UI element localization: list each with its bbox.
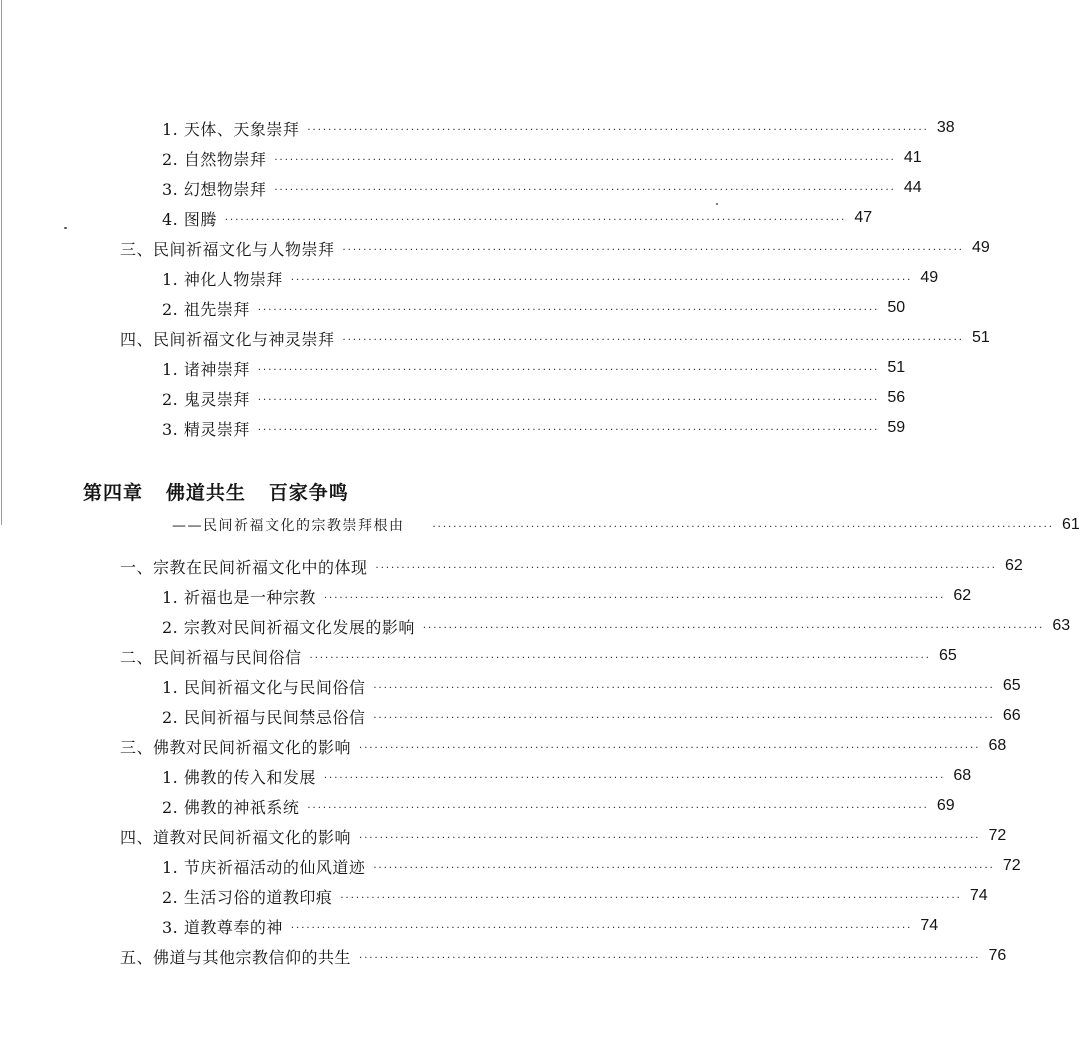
toc-section-entry[interactable] xyxy=(120,821,1007,851)
toc-entry[interactable] xyxy=(162,113,955,143)
toc-entry[interactable] xyxy=(162,203,873,233)
toc-entry-title: 2. 佛教的神祇系统 xyxy=(162,797,300,817)
toc-entry[interactable] xyxy=(162,851,1021,881)
toc-entry-title: 2. 自然物崇拜 xyxy=(162,149,267,169)
dot-leader: ························································································································ xyxy=(323,772,946,784)
toc-entry[interactable] xyxy=(162,911,939,941)
toc-entry[interactable] xyxy=(162,293,906,323)
toc-entry-page: 44 xyxy=(903,179,922,196)
dot-leader: ························································································································ xyxy=(290,274,913,286)
toc-entry-title: 3. 精灵崇拜 xyxy=(162,419,250,439)
toc-entry-title: 1. 天体、天象崇拜 xyxy=(162,119,300,139)
toc-entry-page: 63 xyxy=(1052,617,1071,634)
toc-entry-page: 76 xyxy=(988,947,1007,964)
dot-leader: ························································································································ xyxy=(257,424,880,436)
toc-entry-title: 1. 祈福也是一种宗教 xyxy=(162,587,316,607)
toc-entry[interactable] xyxy=(162,611,1071,641)
toc-entry-title: 1. 民间祈福文化与民间俗信 xyxy=(162,677,366,697)
dot-leader: ························································································································ xyxy=(257,394,880,406)
dot-leader: ························································································································ xyxy=(359,832,981,844)
toc-entry[interactable] xyxy=(162,671,1021,701)
toc-entry-page: 66 xyxy=(1002,707,1021,724)
toc-entry-page: 38 xyxy=(936,119,955,136)
toc-entry[interactable] xyxy=(162,413,906,443)
dot-leader: ························································································································ xyxy=(373,712,995,724)
dot-leader: ························································································································ xyxy=(340,892,962,904)
dot-leader: ························································································································ xyxy=(257,364,880,376)
toc-entry[interactable] xyxy=(162,383,906,413)
dot-leader: ························································································································ xyxy=(307,802,929,814)
toc-entry-title: 1. 神化人物崇拜 xyxy=(162,269,283,289)
chapter-heading: 第四章 佛道共生 百家争鸣 xyxy=(83,482,349,504)
dot-leader: ························································································································ xyxy=(257,304,880,316)
toc-entry-page: 62 xyxy=(1004,557,1023,574)
toc-entry-page: 65 xyxy=(938,647,957,664)
toc-entry[interactable] xyxy=(162,353,906,383)
toc-entry-page: 51 xyxy=(887,359,906,376)
dot-leader: ························································································································ xyxy=(373,682,995,694)
dot-leader: ························································································································ xyxy=(359,952,981,964)
toc-entry-page: 50 xyxy=(887,299,906,316)
toc-entry[interactable] xyxy=(162,791,955,821)
dot-leader: ························································································································ xyxy=(224,214,847,226)
toc-entry-title: 2. 鬼灵崇拜 xyxy=(162,389,250,409)
toc-entry[interactable] xyxy=(162,701,1021,731)
toc-entry-title: 2. 民间祈福与民间禁忌俗信 xyxy=(162,707,366,727)
toc-entry-page: 56 xyxy=(887,389,906,406)
chapter-subtitle: ——民间祈福文化的宗教崇拜根由 xyxy=(172,518,405,534)
page-edge-line xyxy=(1,0,2,525)
toc-entry-title: 1. 诸神崇拜 xyxy=(162,359,250,379)
dot-leader: ························································································································ xyxy=(422,622,1045,634)
toc-section-entry[interactable] xyxy=(120,941,1007,971)
dot-leader: ························································································································ xyxy=(307,124,929,136)
toc-entry[interactable] xyxy=(162,143,922,173)
toc-entry-page: 61 xyxy=(1061,516,1080,533)
toc-section-entry[interactable] xyxy=(120,551,1023,581)
toc-entry-title: 4. 图腾 xyxy=(162,209,217,229)
toc-entry-title: 2. 宗教对民间祈福文化发展的影响 xyxy=(162,617,415,637)
dot-leader: ························································································································ xyxy=(342,334,964,346)
toc-entry-page: 41 xyxy=(903,149,922,166)
toc-entry-title: 三、民间祈福文化与人物崇拜 xyxy=(120,239,335,259)
toc-entry-page: 68 xyxy=(953,767,972,784)
toc-entry-page: 62 xyxy=(953,587,972,604)
toc-entry-title: 1. 节庆祈福活动的仙风道迹 xyxy=(162,857,366,877)
toc-entry-page: 47 xyxy=(854,209,873,226)
toc-entry-title: 3. 幻想物崇拜 xyxy=(162,179,267,199)
toc-entry-page: 65 xyxy=(1002,677,1021,694)
dot-leader: ························································································································ xyxy=(274,154,896,166)
toc-entry-page: 74 xyxy=(969,887,988,904)
toc-entry-title: 四、道教对民间祈福文化的影响 xyxy=(120,827,352,847)
scan-speck xyxy=(64,227,67,229)
toc-section-entry[interactable] xyxy=(120,731,1007,761)
toc-entry-page: 51 xyxy=(971,329,990,346)
toc-entry-page: 72 xyxy=(988,827,1007,844)
toc-section-entry[interactable] xyxy=(120,233,990,263)
chapter-subtitle-entry[interactable] xyxy=(172,510,1080,540)
toc-entry-title: 五、佛道与其他宗教信仰的共生 xyxy=(120,947,352,967)
toc-entry-page: 69 xyxy=(936,797,955,814)
toc-entry-page: 68 xyxy=(988,737,1007,754)
dot-leader: ························································································································ xyxy=(290,922,913,934)
toc-entry-title: 3. 道教尊奉的神 xyxy=(162,917,283,937)
toc-section-entry[interactable] xyxy=(120,323,990,353)
toc-entry-title: 二、民间祈福与民间俗信 xyxy=(120,647,302,667)
toc-entry[interactable] xyxy=(162,173,922,203)
toc-entry[interactable] xyxy=(162,761,972,791)
toc-entry-page: 49 xyxy=(920,269,939,286)
scan-speck xyxy=(716,203,718,205)
dot-leader: ························································································································ xyxy=(375,562,997,574)
toc-entry-title: 四、民间祈福文化与神灵崇拜 xyxy=(120,329,335,349)
toc-entry-title: 三、佛教对民间祈福文化的影响 xyxy=(120,737,352,757)
dot-leader: ························································································································ xyxy=(274,184,896,196)
toc-entry-page: 72 xyxy=(1002,857,1021,874)
dot-leader: ························································································································ xyxy=(373,862,995,874)
toc-entry-title: 1. 佛教的传入和发展 xyxy=(162,767,316,787)
toc-entry[interactable] xyxy=(162,263,939,293)
dot-leader: ························································································································ xyxy=(432,521,1054,533)
toc-entry-page: 59 xyxy=(887,419,906,436)
dot-leader: ························································································································ xyxy=(309,652,931,664)
toc-entry-page: 49 xyxy=(971,239,990,256)
toc-section-entry[interactable] xyxy=(120,641,957,671)
dot-leader: ························································································································ xyxy=(359,742,981,754)
dot-leader: ························································································································ xyxy=(342,244,964,256)
toc-entry-title: 2. 祖先崇拜 xyxy=(162,299,250,319)
toc-entry-page: 74 xyxy=(920,917,939,934)
dot-leader: ························································································································ xyxy=(323,592,946,604)
toc-entry-title: 一、宗教在民间祈福文化中的体现 xyxy=(120,557,368,577)
toc-entry[interactable] xyxy=(162,581,972,611)
toc-entry[interactable] xyxy=(162,881,988,911)
toc-entry-title: 2. 生活习俗的道教印痕 xyxy=(162,887,333,907)
